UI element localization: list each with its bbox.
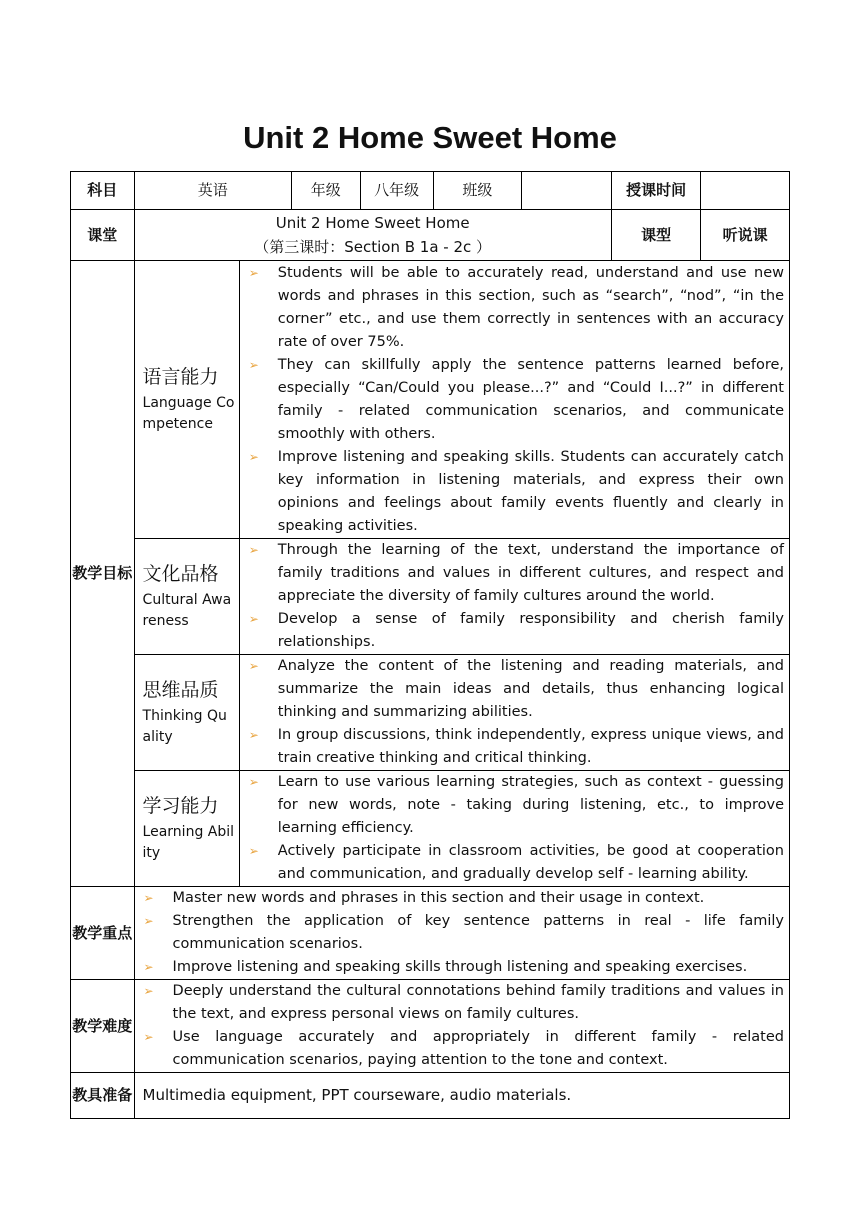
objective-category xyxy=(134,261,239,539)
list-item: ➢ In group discussions, think independently, express unique views, and train creative thinking and critical thinking. xyxy=(240,724,784,770)
page-title: Unit 2 Home Sweet Home xyxy=(243,120,617,155)
lesson-subtitle: （第三课时：Section B 1a - 2c ） xyxy=(254,238,492,256)
list-item: ➢ Improve listening and speaking skills through listening and speaking exercises. xyxy=(135,956,784,979)
objective-row-thinking xyxy=(71,655,790,771)
objective-category-cn: 学习能力 xyxy=(142,795,219,817)
arrow-bullet-icon: ➢ xyxy=(143,960,154,974)
arrow-bullet-icon: ➢ xyxy=(248,844,259,858)
grade-value: 八年级 xyxy=(360,172,433,210)
objective-category-en: Learning Ability xyxy=(142,824,235,861)
objective-category-en: Thinking Quality xyxy=(142,708,227,745)
class-value xyxy=(522,172,612,210)
list-item: ➢ Analyze the content of the listening and reading materials, and summarize the main ideas and details, thus enhancing logical thinking and summarizing abilities. xyxy=(240,655,784,724)
difficulties-label: 教学难度 xyxy=(71,980,135,1073)
objective-items xyxy=(239,539,789,655)
difficulties-row xyxy=(71,980,790,1073)
list-item: ➢ Improve listening and speaking skills. Students can accurately catch key information in listening materials, and express their own opinions and feelings about family events fluently and clearly in speaking activities. xyxy=(240,446,784,538)
list-item: ➢ Deeply understand the cultural connotations behind family traditions and values in the text, and express personal views on family cultures. xyxy=(135,980,784,1026)
list-item: ➢ Develop a sense of family responsibility and cherish family relationships. xyxy=(240,608,784,654)
objective-row-learning xyxy=(71,771,790,887)
objective-category-en: Language Competence xyxy=(142,395,235,432)
materials-row xyxy=(71,1073,790,1119)
key-points-label: 教学重点 xyxy=(71,887,135,980)
objective-category-cn: 文化品格 xyxy=(142,563,219,585)
objective-category xyxy=(134,539,239,655)
objective-category xyxy=(134,655,239,771)
arrow-bullet-icon: ➢ xyxy=(143,1030,154,1044)
lesson-title-cell xyxy=(134,210,611,261)
grade-label: 年级 xyxy=(291,172,360,210)
objective-category-cn: 思维品质 xyxy=(142,679,219,701)
lesson-label: 课堂 xyxy=(71,210,135,261)
arrow-bullet-icon: ➢ xyxy=(248,612,259,626)
arrow-bullet-icon: ➢ xyxy=(248,543,259,557)
list-item: ➢ Use language accurately and appropriately in different family - related communication scenarios, paying attention to the tone and context. xyxy=(135,1026,784,1072)
list-item: ➢ Strengthen the application of key sentence patterns in real - life family communication scenarios. xyxy=(135,910,784,956)
arrow-bullet-icon: ➢ xyxy=(248,265,259,280)
time-value xyxy=(701,172,790,210)
time-label: 授课时间 xyxy=(611,172,701,210)
list-item: ➢ Students will be able to accurately read, understand and use new words and phrases in this section, such as “search”, “nod”, “in the corner” etc., and use them correctly in sentences with an accuracy rate of over 75%. xyxy=(240,262,784,354)
objective-items xyxy=(239,771,789,887)
list-item: ➢ Master new words and phrases in this section and their usage in context. xyxy=(135,887,784,910)
list-item: ➢ Through the learning of the text, understand the importance of family traditions and values in different cultures, and respect and appreciate the diversity of family cultures around the world. xyxy=(240,539,784,608)
list-item: ➢ Learn to use various learning strategies, such as context - guessing for new words, note - taking during listening, etc., to improve learning efficiency. xyxy=(240,771,784,840)
arrow-bullet-icon: ➢ xyxy=(248,357,259,372)
arrow-bullet-icon: ➢ xyxy=(248,775,259,789)
class-label: 班级 xyxy=(433,172,522,210)
list-item: ➢ Actively participate in classroom activities, be good at cooperation and communication, and gradually develop self - learning ability. xyxy=(240,840,784,886)
objective-category xyxy=(134,771,239,887)
materials-label: 教具准备 xyxy=(71,1073,135,1119)
key-points-row xyxy=(71,887,790,980)
subject-value: 英语 xyxy=(134,172,291,210)
subject-label: 科目 xyxy=(71,172,135,210)
header-row xyxy=(71,172,790,210)
objective-row-language xyxy=(71,261,790,539)
lesson-title: Unit 2 Home Sweet Home xyxy=(275,214,470,232)
materials-value: Multimedia equipment, PPT courseware, audio materials. xyxy=(134,1073,789,1119)
arrow-bullet-icon: ➢ xyxy=(143,891,154,905)
arrow-bullet-icon: ➢ xyxy=(248,659,259,673)
difficulties-items xyxy=(134,980,789,1073)
arrow-bullet-icon: ➢ xyxy=(248,728,259,742)
objective-items xyxy=(239,655,789,771)
lesson-type-value: 听说课 xyxy=(701,210,790,261)
objectives-label: 教学目标 xyxy=(71,261,135,887)
lesson-plan-table xyxy=(70,171,790,1119)
lesson-row xyxy=(71,210,790,261)
arrow-bullet-icon: ➢ xyxy=(143,984,154,998)
arrow-bullet-icon: ➢ xyxy=(248,449,259,464)
list-item: ➢ They can skillfully apply the sentence patterns learned before, especially “Can/Could you please...?” and “Could I...?” in different family - related communication scenarios, and communicate smoothly with others. xyxy=(240,354,784,446)
key-points-items xyxy=(134,887,789,980)
objective-category-en: Cultural Awareness xyxy=(142,592,232,629)
lesson-type-label: 课型 xyxy=(611,210,701,261)
objective-row-culture xyxy=(71,539,790,655)
objective-category-cn: 语言能力 xyxy=(142,366,219,388)
arrow-bullet-icon: ➢ xyxy=(143,914,154,928)
objective-items xyxy=(239,261,789,539)
